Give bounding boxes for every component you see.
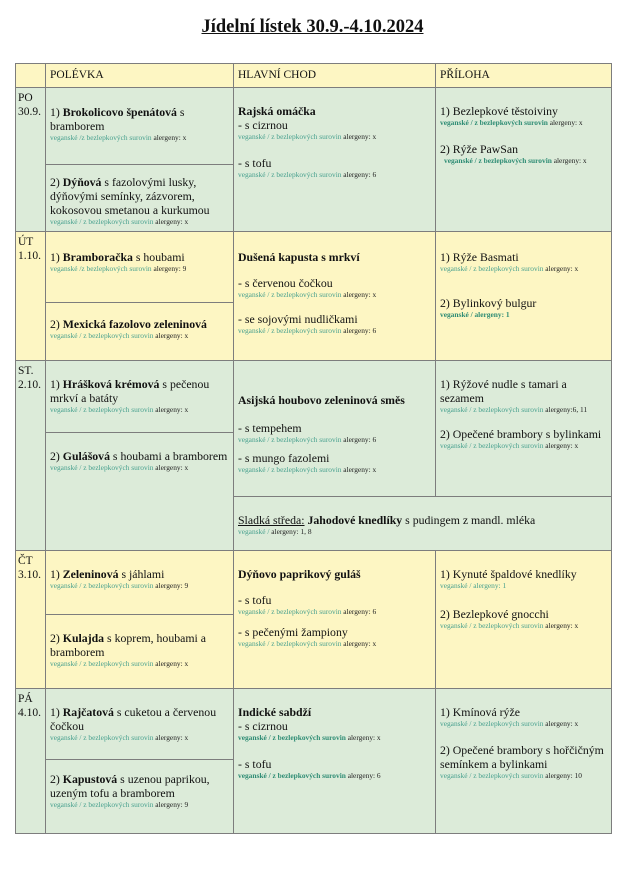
- soup-desc: s pečenou mrkví a batáty: [50, 377, 210, 405]
- soup-tag: [50, 733, 229, 743]
- side-text: 2) Bezlepkové gnocchi: [440, 607, 549, 621]
- day-row-fri: [16, 689, 612, 834]
- day-label: [16, 551, 46, 689]
- main-title: Rajská omáčka: [238, 104, 316, 118]
- vegan-label: veganské / z bezlepkových surovin: [440, 441, 544, 450]
- soup-desc: s houbami: [132, 250, 185, 264]
- vegan-label: veganské / alergeny: 1: [440, 310, 510, 319]
- side-item: [440, 607, 607, 631]
- soup-tag: [50, 463, 229, 473]
- vegan-label: veganské / z bezlepkových surovin: [50, 217, 154, 226]
- side-cell: [436, 361, 612, 497]
- day-row-wed: [16, 361, 612, 497]
- vegan-label: veganské / z bezlepkových surovin: [50, 733, 154, 742]
- vegan-label: veganské / z bezlepkových surovin: [440, 719, 544, 728]
- menu-table: [15, 63, 612, 834]
- main-variant: [238, 451, 431, 475]
- day-date: 30.9.: [18, 106, 41, 118]
- header-main: HLAVNÍ CHOD: [234, 64, 436, 88]
- soup-num: 1): [50, 705, 60, 719]
- side-item: [440, 104, 607, 128]
- day-row-mon: [16, 88, 612, 232]
- side-item: [440, 142, 607, 166]
- main-title: Dušená kapusta s mrkví: [238, 250, 360, 264]
- vegan-label: veganské / z bezlepkových surovin: [440, 405, 544, 414]
- allergen-label: alergeny: x: [153, 659, 189, 668]
- main-tag: [238, 733, 431, 743]
- side-text: 1) Bezlepkové těstoiviny: [440, 104, 558, 118]
- vegan-label: veganské / z bezlepkových surovin: [50, 800, 154, 809]
- side-tag: [440, 118, 607, 128]
- side-tag: [440, 581, 607, 591]
- soup-desc: s uzenou paprikou, uzeným tofu a bramborem: [50, 772, 210, 800]
- allergen-label: alergeny: x: [341, 639, 377, 648]
- side-tag: [440, 441, 607, 451]
- side-tag: [440, 405, 607, 415]
- side-text: 1) Rýžové nudle s tamari a sezamem: [440, 377, 567, 405]
- vegan-label: veganské / z bezlepkových surovin: [238, 639, 342, 648]
- main-title: Dýňovo paprikový guláš: [238, 567, 361, 581]
- allergen-label: alergeny: 10: [543, 771, 582, 780]
- day-row-tue: [16, 232, 612, 361]
- main-variant-text: - s tofu: [238, 593, 272, 607]
- allergen-label: alergeny: 6: [345, 771, 381, 780]
- soup-name: Brokolicovo špenátová: [62, 105, 177, 119]
- day-label: [16, 689, 46, 834]
- vegan-label: veganské / alergeny: 1: [440, 581, 507, 590]
- soup-desc: s bramborem: [50, 105, 185, 133]
- day-label: [16, 232, 46, 361]
- vegan-label: veganské /z bezlepkových surovin: [50, 264, 152, 273]
- main-cell: [234, 689, 436, 834]
- allergen-label: alergeny: 6: [341, 435, 377, 444]
- soup-num: 1): [50, 105, 60, 119]
- day-row-thu: [16, 551, 612, 689]
- vegan-label: veganské / z bezlepkových surovin: [238, 771, 346, 780]
- soup-desc: s houbami a bramborem: [109, 449, 228, 463]
- soup-tag: [50, 659, 229, 669]
- vegan-label: veganské / z bezlepkových surovin: [238, 465, 342, 474]
- soup-name: Gulášová: [62, 449, 110, 463]
- soup-item: [46, 164, 233, 231]
- main-variant-text: - s mungo fazolemi: [238, 451, 330, 465]
- main-tag: [238, 132, 431, 142]
- day-label: [16, 88, 46, 232]
- allergen-label: alergeny: x: [543, 621, 579, 630]
- soup-name: Rajčatová: [62, 705, 114, 719]
- soup-num: 2): [50, 175, 60, 189]
- menu-title: Jídelní lístek 30.9.-4.10.2024: [201, 17, 424, 37]
- side-text: 2) Rýže PawSan: [440, 142, 518, 156]
- soup-num: 1): [50, 250, 60, 264]
- soup-desc: s koprem, houbami a bramborem: [50, 631, 206, 659]
- vegan-label: veganské / z bezlepkových surovin: [444, 156, 552, 165]
- main-variant: [238, 719, 431, 743]
- allergen-label: alergeny: x: [341, 290, 377, 299]
- header-day: [16, 64, 46, 88]
- soup-tag: [50, 264, 229, 274]
- day-name: PO: [18, 92, 33, 104]
- sweet-name: Jahodové knedlíky: [304, 513, 403, 527]
- main-variant-text: - s tofu: [238, 757, 272, 771]
- soup-cell: [46, 232, 234, 361]
- allergen-label: alergeny: 9: [151, 264, 187, 273]
- soup-desc: s cuketou a červenou čočkou: [50, 705, 217, 733]
- day-date: 3.10.: [18, 569, 41, 581]
- sweet-desc: s pudingem z mandl. mléka: [402, 513, 536, 527]
- main-variant: [238, 421, 431, 445]
- side-tag: [440, 621, 607, 631]
- main-cell: [234, 551, 436, 689]
- allergen-label: alergeny: x: [151, 133, 187, 142]
- soup-item: [46, 689, 233, 759]
- side-item: [440, 567, 607, 591]
- header-row: [16, 64, 612, 88]
- main-variant: [238, 156, 431, 180]
- allergen-label: alergeny: x: [543, 264, 579, 273]
- soup-desc: s jáhlami: [118, 567, 165, 581]
- allergen-label: alergeny: 6: [341, 607, 377, 616]
- main-tag: [238, 170, 431, 180]
- vegan-label: veganské / z bezlepkových surovin: [50, 659, 154, 668]
- day-name: ST.: [18, 365, 34, 377]
- soup-num: 2): [50, 772, 60, 786]
- allergen-label: alergeny:6, 11: [543, 405, 588, 414]
- main-variant: [238, 312, 431, 336]
- allergen-label: alergeny: x: [547, 118, 583, 127]
- allergen-label: alergeny: 9: [153, 581, 189, 590]
- day-date: 4.10.: [18, 707, 41, 719]
- vegan-label: veganské / z bezlepkových surovin: [238, 733, 346, 742]
- soup-name: Bramboračka: [62, 250, 133, 264]
- side-text: 2) Opečené brambory s bylinkami: [440, 427, 602, 441]
- allergen-label: alergeny: 6: [341, 170, 377, 179]
- side-cell: [436, 689, 612, 834]
- vegan-label: veganské / z bezlepkových surovin: [238, 132, 342, 141]
- main-title: Indické sabdží: [238, 705, 312, 719]
- side-item: [440, 743, 607, 781]
- header-side: PŘÍLOHA: [436, 64, 612, 88]
- main-cell: [234, 232, 436, 361]
- main-tag: [238, 435, 431, 445]
- main-tag: [238, 607, 431, 617]
- soup-tag: [50, 581, 229, 591]
- soup-tag: [50, 133, 229, 143]
- vegan-label: veganské / z bezlepkových surovin: [238, 290, 342, 299]
- main-tag: [238, 771, 431, 781]
- vegan-label: veganské / z bezlepkových surovin: [238, 170, 342, 179]
- allergen-label: alergeny: x: [153, 733, 189, 742]
- vegan-label: veganské / z bezlepkových surovin: [50, 463, 154, 472]
- main-variant-text: - s tempehem: [238, 421, 302, 435]
- side-item: [440, 377, 607, 415]
- allergen-label: alergeny: x: [341, 132, 377, 141]
- day-name: PÁ: [18, 693, 33, 705]
- soup-item: [46, 614, 233, 673]
- main-tag: [238, 326, 431, 336]
- day-name: ÚT: [18, 236, 34, 248]
- soup-tag: [50, 405, 229, 415]
- side-text: 1) Kmínová rýže: [440, 705, 520, 719]
- soup-cell: [46, 88, 234, 232]
- soup-cell: [46, 361, 234, 551]
- side-item: [440, 427, 607, 451]
- side-text: 1) Rýže Basmati: [440, 250, 519, 264]
- day-label: [16, 361, 46, 551]
- side-tag: [440, 264, 607, 274]
- vegan-label: veganské / z bezlepkových surovin: [50, 331, 154, 340]
- main-cell: [234, 361, 436, 497]
- vegan-label: veganské /z bezlepkových surovin: [50, 133, 152, 142]
- main-tag: [238, 290, 431, 300]
- main-variant: [238, 625, 431, 649]
- allergen-label: alergeny: x: [345, 733, 381, 742]
- side-cell: [436, 232, 612, 361]
- vegan-label: veganské / z bezlepkových surovin: [50, 581, 154, 590]
- vegan-label: veganské / z bezlepkových surovin: [238, 435, 342, 444]
- soup-name: Dýňová: [62, 175, 102, 189]
- allergen-label: alergeny: x: [543, 719, 579, 728]
- side-item: [440, 250, 607, 274]
- main-tag: [238, 465, 431, 475]
- vegan-label: veganské / z bezlepkových surovin: [440, 264, 544, 273]
- main-variant: [238, 276, 431, 300]
- allergen-label: alergeny: 1, 8: [269, 527, 312, 536]
- vegan-label: veganské / z bezlepkových surovin: [440, 118, 548, 127]
- sweet-cell: [234, 497, 612, 551]
- soup-desc: s fazolovými lusky, dýňovými semínky, zázvorem, kokosovou smetanou a kurkumou: [50, 175, 210, 217]
- vegan-label: veganské / z bezlepkových surovin: [440, 621, 544, 630]
- main-variant-text: - se sojovými nudličkami: [238, 312, 358, 326]
- side-text: 2) Opečené brambory s hořčičným semínkem a bylinkami: [440, 743, 604, 771]
- soup-item: [46, 232, 233, 302]
- soup-tag: [50, 800, 229, 810]
- allergen-label: alergeny: x: [153, 217, 189, 226]
- soup-item: [46, 551, 233, 614]
- soup-name: Kapustová: [62, 772, 118, 786]
- side-text: 2) Bylinkový bulgur: [440, 296, 537, 310]
- soup-item: [46, 432, 233, 477]
- side-item: [440, 705, 607, 729]
- sweet-tag: [238, 527, 607, 537]
- vegan-label: veganské / z bezlepkových surovin: [50, 405, 154, 414]
- soup-name: Hrášková krémová: [62, 377, 160, 391]
- allergen-label: alergeny: x: [551, 156, 587, 165]
- header-soup: POLÉVKA: [46, 64, 234, 88]
- side-tag: [440, 771, 607, 781]
- main-variant-text: - s tofu: [238, 156, 272, 170]
- soup-item: [46, 88, 233, 164]
- main-variant-text: - s pečenými žampiony: [238, 625, 348, 639]
- soup-item: [46, 302, 233, 345]
- side-cell: [436, 88, 612, 232]
- main-variant: [238, 757, 431, 781]
- side-cell: [436, 551, 612, 689]
- soup-cell: [46, 689, 234, 834]
- soup-num: 1): [50, 377, 60, 391]
- side-tag: [440, 156, 607, 166]
- vegan-label: veganské /: [238, 527, 270, 536]
- soup-num: 2): [50, 631, 60, 645]
- main-tag: [238, 639, 431, 649]
- soup-cell: [46, 551, 234, 689]
- side-text: 1) Kynuté špaldové knedlíky: [440, 567, 577, 581]
- soup-name: Mexická fazolovo zeleninová: [62, 317, 207, 331]
- allergen-label: alergeny: x: [153, 463, 189, 472]
- main-variant: [238, 118, 431, 142]
- soup-tag: [50, 217, 229, 227]
- main-variant-text: - s cizrnou: [238, 719, 288, 733]
- main-title: Asijská houbovo zeleninová směs: [238, 393, 405, 407]
- vegan-label: veganské / z bezlepkových surovin: [238, 326, 342, 335]
- soup-name: Zeleninová: [62, 567, 119, 581]
- soup-name: Kulajda: [62, 631, 105, 645]
- main-variant-text: - s červenou čočkou: [238, 276, 333, 290]
- allergen-label: alergeny: 6: [341, 326, 377, 335]
- allergen-label: alergeny: x: [153, 405, 189, 414]
- soup-num: 2): [50, 449, 60, 463]
- day-date: 1.10.: [18, 250, 41, 262]
- side-item: [440, 296, 607, 320]
- soup-item: [46, 759, 233, 814]
- allergen-label: alergeny: x: [153, 331, 189, 340]
- main-variant-text: - s cizrnou: [238, 118, 288, 132]
- side-tag: [440, 719, 607, 729]
- vegan-label: veganské / z bezlepkových surovin: [440, 771, 544, 780]
- vegan-label: veganské / z bezlepkových surovin: [238, 607, 342, 616]
- main-cell: [234, 88, 436, 232]
- allergen-label: alergeny: x: [543, 441, 579, 450]
- soup-num: 1): [50, 567, 60, 581]
- sweet-label: Sladká středa:: [238, 513, 305, 527]
- allergen-label: alergeny: x: [341, 465, 377, 474]
- soup-tag: [50, 331, 229, 341]
- allergen-label: alergeny: 9: [153, 800, 189, 809]
- soup-item: [46, 361, 233, 432]
- day-date: 2.10.: [18, 379, 41, 391]
- soup-num: 2): [50, 317, 60, 331]
- main-variant: [238, 593, 431, 617]
- day-name: ČT: [18, 555, 33, 567]
- side-tag: [440, 310, 607, 320]
